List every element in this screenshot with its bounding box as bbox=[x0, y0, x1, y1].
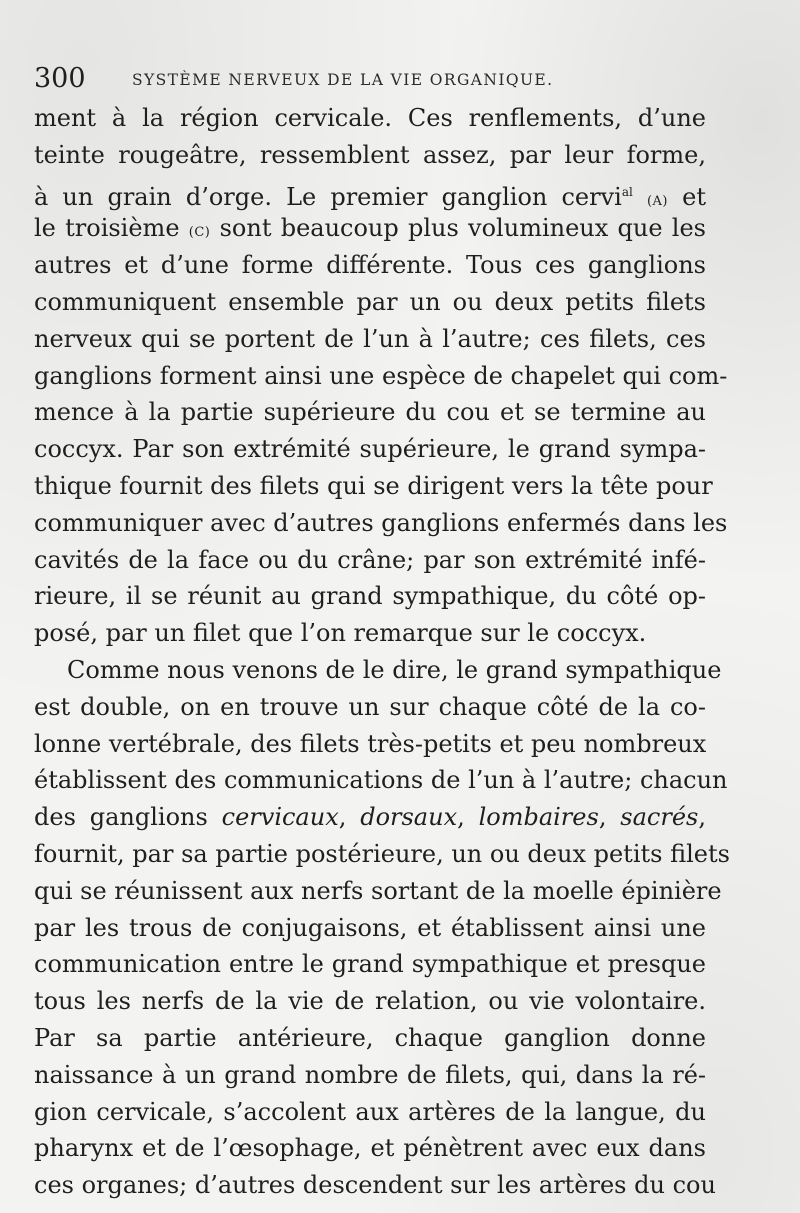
text-line: des ganglions cervicaux, dorsaux, lombaires, sacrés, bbox=[34, 803, 706, 832]
body-text bbox=[34, 100, 730, 1204]
text-line: rieure, il se réunit au grand sympathique, du côté op- bbox=[34, 582, 706, 611]
text-line: pharynx et de l’œsophage, et pénètrent avec eux dans bbox=[34, 1134, 706, 1163]
text-line: ganglions forment ainsi une espèce de chapelet qui com- bbox=[34, 361, 728, 390]
text-line: naissance à un grand nombre de filets, qui, dans la ré- bbox=[34, 1060, 706, 1089]
text-line: nerveux qui se portent de l’un à l’autre; ces filets, ces bbox=[34, 324, 706, 353]
text-line: teinte rougeâtre, ressemblent assez, par leur forme, bbox=[34, 140, 706, 169]
text-line: le troisième (C) sont beaucoup plus volumineux que les bbox=[34, 214, 706, 243]
text-line: à un grain d’orge. Le premier ganglion cervi$^{al}$ (A) et bbox=[34, 182, 706, 211]
text-line: fournit, par sa partie postérieure, un ou deux petits filets bbox=[34, 839, 730, 868]
paragraph-start-line: Comme nous venons de le dire, le grand sympathique bbox=[67, 655, 722, 684]
text-line: établissent des communications de l’un à l’autre; chacun bbox=[34, 766, 728, 795]
text-line: cavités de la face ou du crâne; par son extrémité infé- bbox=[34, 545, 706, 574]
text-line: communication entre le grand sympathique et presque bbox=[34, 950, 706, 979]
italic-term: dorsaux bbox=[360, 803, 458, 832]
text-line: est double, on en trouve un sur chaque côté de la co- bbox=[34, 692, 706, 721]
italic-term: lombaires bbox=[478, 803, 599, 832]
page-number: 300 bbox=[34, 63, 86, 94]
italic-term: cervicaux bbox=[221, 803, 339, 832]
text-line: communiquer avec d’autres ganglions enfermés dans les bbox=[34, 508, 728, 537]
text-line: gion cervicale, s’accolent aux artères de la langue, du bbox=[34, 1097, 706, 1126]
text-line: communiquent ensemble par un ou deux petits filets bbox=[34, 287, 706, 316]
text-line: qui se réunissent aux nerfs sortant de la moelle épinière bbox=[34, 876, 722, 905]
paragraph-end-line: posé, par un filet que l’on remarque sur le coccyx. bbox=[34, 619, 647, 648]
text-line: ment à la région cervicale. Ces renflements, d’une bbox=[34, 104, 706, 132]
figure-reference: (C) bbox=[188, 225, 211, 241]
text-line: lonne vertébrale, des filets très-petits et peu nombreux bbox=[34, 729, 707, 758]
text-line: Par sa partie antérieure, chaque ganglion donne bbox=[34, 1023, 706, 1052]
figure-reference: (A) bbox=[646, 193, 669, 209]
text-line: mence à la partie supérieure du cou et se termine au bbox=[34, 398, 706, 427]
text-line: par les trous de conjugaisons, et établissent ainsi une bbox=[34, 913, 706, 942]
text-line: autres et d’une forme différente. Tous ces ganglions bbox=[34, 251, 706, 280]
italic-term: sacrés bbox=[620, 803, 699, 832]
text-line: ces organes; d’autres descendent sur les artères du cou bbox=[34, 1171, 716, 1200]
running-title: SYSTÈME NERVEUX DE LA VIE ORGANIQUE. bbox=[132, 71, 554, 89]
text-line: thique fournit des filets qui se dirigent vers la tête pour bbox=[34, 471, 713, 500]
text-line: coccyx. Par son extrémité supérieure, le grand sympa- bbox=[34, 435, 706, 464]
running-head bbox=[34, 62, 754, 96]
text-line: tous les nerfs de la vie de relation, ou vie volontaire. bbox=[34, 987, 706, 1016]
